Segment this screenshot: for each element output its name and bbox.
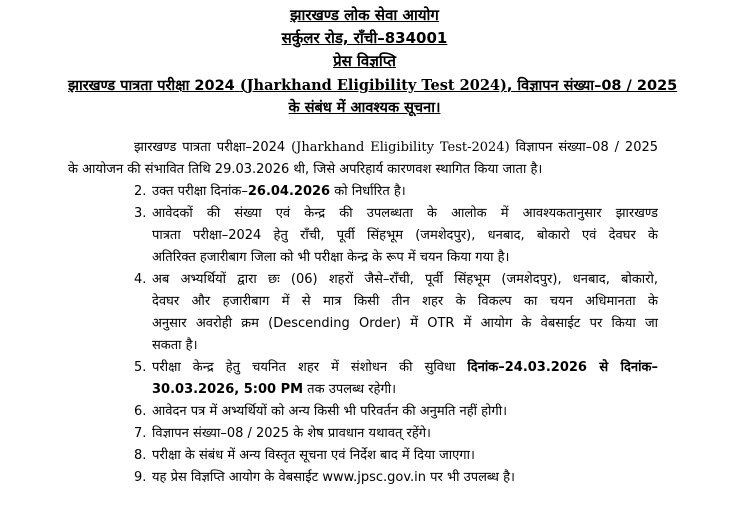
revision-window-start: दिनांक–24.03.2026 से दिनांक– [467,360,658,375]
doc-type-title: प्रेस विज्ञप्ति [333,52,396,70]
list-item-line: सकता है। [152,338,198,353]
subject-english: (Jharkhand Eligibility Test 2024) [239,77,507,94]
list-item-line: देवघर और हजारीबाग में से मात्र किसी तीन शहर के विकल्प का चयन अधिमानता के [152,294,658,309]
item-number: 5. [134,360,147,375]
item-number: 8. [134,448,147,463]
exam-date: 26.04.2026 [247,184,331,199]
subject-advt: , विज्ञापन संख्या–08 / 2025 [506,78,678,94]
list-item: यह प्रेस विज्ञप्ति आयोग के वेबसाईट www.jpsc.gov.in पर भी उपलब्ध है। [152,470,515,485]
list-item-line: 30.03.2026, 5:00 PM तक उपलब्ध रहेगी। [152,382,397,397]
list-item-line: अनुसार अवरोही क्रम (Descending Order) में OTR में आयोग के वेबसाईट पर किया जा [152,316,658,331]
list-item: विज्ञापन संख्या–08 / 2025 के शेष प्रावधान यथावत् रहेंगे। [152,426,431,441]
subject-line-1 [68,77,678,95]
subject-hindi: झारखण्ड पात्रता परीक्षा 2024 [68,78,235,94]
item-number: 7. [134,426,147,441]
list-item-line: पात्रता परीक्षा–2024 हेतु राँची, पूर्वी सिंहभूम (जमशेदपुर), धनबाद, बोकारो एवं देवघर के [152,228,658,243]
item-number: 9. [134,470,147,485]
list-item-line: परीक्षा केन्द्र हेतु चयनित शहर में संशोधन की सुविधा दिनांक–24.03.2026 से दिनांक– [152,360,658,375]
subject-line-2: के संबंध में आवश्यक सूचना। [288,100,441,116]
org-name: झारखण्ड लोक सेवा आयोग [290,6,439,24]
list-item: परीक्षा के संबंध में अन्य विस्तृत सूचना एवं निर्देश बाद में दिया जाएगा। [152,448,475,463]
list-item-line: अब अभ्यर्थियों द्वारा छः (06) शहरों जैसे–राँची, पूर्वी सिंहभूम (जमशेदपुर), धनबाद, बोकारो, [152,272,658,287]
list-item-line: अतिरिक्त हजारीबाग जिला को भी परीक्षा केन्द्र के रूप में चयन किया गया है। [152,250,510,265]
para1-line-2: के आयोजन की संभावित तिथि 29.03.2026 थी, जिसे अपरिहार्य कारणवश स्थागित किया जाता है। [68,162,543,177]
item-number: 4. [134,272,147,287]
para1-english: (Jharkhand Eligibility Test-2024) [291,140,510,155]
para1-line-1: झारखण्ड पात्रता परीक्षा–2024 (Jharkhand Eligibility Test-2024) विज्ञापन संख्या–08 / 2025 [134,140,659,155]
item-number: 3. [134,206,147,221]
address: सर्कुलर रोड, राँची–834001 [281,29,448,47]
item-number: 2. [134,184,147,199]
list-item: आवेदन पत्र में अभ्यर्थियों को अन्य किसी भी परिवर्तन की अनुमति नहीं होगी। [152,404,508,419]
list-item: उक्त परीक्षा दिनांक–26.04.2026 को निर्धारित है। [152,184,406,199]
item-number: 6. [134,404,147,419]
revision-window-end: 30.03.2026, 5:00 PM [152,382,304,397]
list-item-line: आवेदकों की संख्या एवं केन्द्र की उपलब्धता के आलोक में आवश्यकतानुसार झारखण्ड [152,206,658,221]
